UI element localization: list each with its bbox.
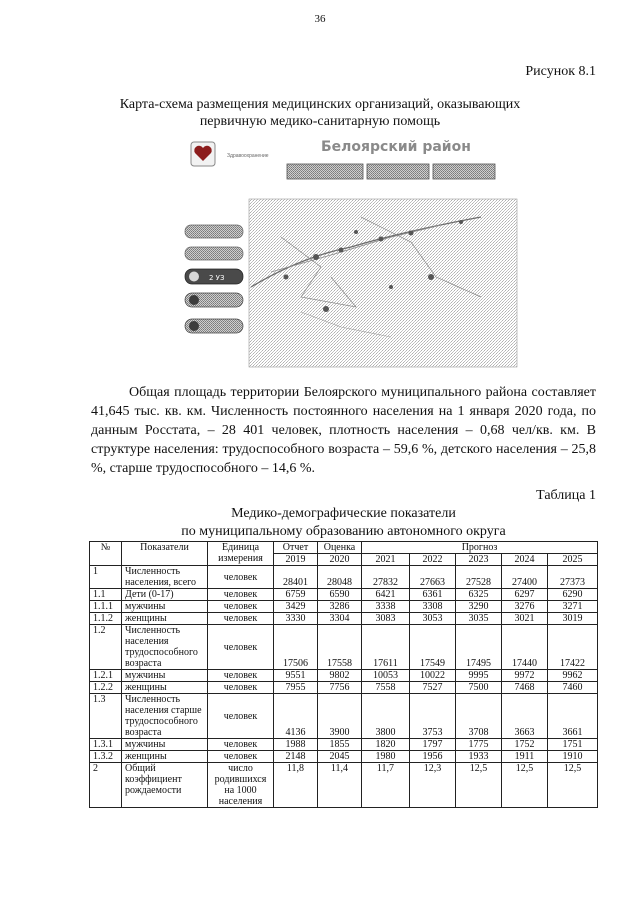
row-value: 3800 bbox=[362, 694, 410, 739]
figure-title-line-2: первичную медико-санитарную помощь bbox=[199, 114, 441, 129]
row-value: 17549 bbox=[410, 625, 456, 670]
map-side-button-5[interactable] bbox=[185, 319, 243, 333]
row-value: 2045 bbox=[318, 751, 362, 763]
row-value: 28048 bbox=[318, 566, 362, 589]
table-row bbox=[90, 625, 598, 670]
map-area bbox=[249, 199, 517, 367]
row-value: 7558 bbox=[362, 682, 410, 694]
map-side-buttons bbox=[185, 225, 243, 333]
row-value: 11,4 bbox=[318, 763, 362, 808]
row-value: 1820 bbox=[362, 739, 410, 751]
row-num: 2 bbox=[90, 763, 122, 808]
map-side-button-2[interactable] bbox=[185, 247, 243, 260]
table-title-line-2: по муниципальному образованию автономного округа bbox=[181, 524, 506, 539]
row-value: 1910 bbox=[548, 751, 598, 763]
row-num: 1 bbox=[90, 566, 122, 589]
row-value: 7468 bbox=[502, 682, 548, 694]
demographics-table bbox=[89, 541, 598, 808]
row-value: 1956 bbox=[410, 751, 456, 763]
row-indicator: мужчины bbox=[122, 601, 208, 613]
header-year: 2020 bbox=[318, 554, 362, 566]
row-indicator: Дети (0-17) bbox=[122, 589, 208, 601]
row-value: 9962 bbox=[548, 670, 598, 682]
row-value: 3021 bbox=[502, 613, 548, 625]
map-side-button-1[interactable] bbox=[185, 225, 243, 238]
row-value: 3271 bbox=[548, 601, 598, 613]
row-value: 1752 bbox=[502, 739, 548, 751]
row-value: 27373 bbox=[548, 566, 598, 589]
table-row bbox=[90, 589, 598, 601]
map-side-button-4[interactable] bbox=[185, 293, 243, 307]
page-number: 36 bbox=[314, 13, 326, 25]
map-button-badge: 2 УЗ bbox=[209, 274, 225, 282]
row-value: 17495 bbox=[456, 625, 502, 670]
figure-title-line-1: Карта-схема размещения медицинских организаций, оказывающих bbox=[119, 97, 521, 112]
row-value: 7756 bbox=[318, 682, 362, 694]
row-value: 3330 bbox=[274, 613, 318, 625]
table-title-line-1: Медико-демографические показатели bbox=[231, 506, 456, 521]
row-num: 1.1 bbox=[90, 589, 122, 601]
row-num: 1.3.1 bbox=[90, 739, 122, 751]
row-indicator: женщины bbox=[122, 682, 208, 694]
row-value: 1855 bbox=[318, 739, 362, 751]
row-value: 6590 bbox=[318, 589, 362, 601]
row-value: 3308 bbox=[410, 601, 456, 613]
row-value: 12,3 bbox=[410, 763, 456, 808]
row-value: 4136 bbox=[274, 694, 318, 739]
row-value: 17422 bbox=[548, 625, 598, 670]
row-value: 6361 bbox=[410, 589, 456, 601]
row-value: 9802 bbox=[318, 670, 362, 682]
row-value: 28401 bbox=[274, 566, 318, 589]
row-value: 1911 bbox=[502, 751, 548, 763]
map-side-button-3[interactable] bbox=[185, 269, 243, 284]
row-unit: человек bbox=[208, 751, 274, 763]
row-unit: человек bbox=[208, 613, 274, 625]
row-num: 1.2 bbox=[90, 625, 122, 670]
table-label: Таблица 1 bbox=[536, 488, 596, 503]
row-indicator: женщины bbox=[122, 751, 208, 763]
row-value: 6325 bbox=[456, 589, 502, 601]
logo-text: Здравоохранение bbox=[227, 153, 269, 159]
row-indicator: Численность населения, всего bbox=[122, 566, 208, 589]
header-year: 2019 bbox=[274, 554, 318, 566]
header-indicator: Показатели bbox=[122, 542, 208, 566]
row-indicator: Численность населения старше трудоспособного возраста bbox=[122, 694, 208, 739]
row-value: 7955 bbox=[274, 682, 318, 694]
row-value: 1797 bbox=[410, 739, 456, 751]
header-unit: Единица измерения bbox=[208, 542, 274, 566]
row-value: 27663 bbox=[410, 566, 456, 589]
header-year: 2024 bbox=[502, 554, 548, 566]
map-schema-image bbox=[181, 137, 521, 372]
header-year: 2021 bbox=[362, 554, 410, 566]
row-value: 27832 bbox=[362, 566, 410, 589]
table-row bbox=[90, 694, 598, 739]
row-value: 17558 bbox=[318, 625, 362, 670]
row-value: 1988 bbox=[274, 739, 318, 751]
row-value: 17611 bbox=[362, 625, 410, 670]
row-value: 3753 bbox=[410, 694, 456, 739]
table-row bbox=[90, 601, 598, 613]
row-value: 9972 bbox=[502, 670, 548, 682]
row-value: 3035 bbox=[456, 613, 502, 625]
header-estimate: Оценка bbox=[318, 542, 362, 554]
row-unit: человек bbox=[208, 694, 274, 739]
table-row bbox=[90, 751, 598, 763]
table-row bbox=[90, 739, 598, 751]
row-value: 11,7 bbox=[362, 763, 410, 808]
row-value: 3290 bbox=[456, 601, 502, 613]
row-unit: человек bbox=[208, 625, 274, 670]
row-unit: число родившихся на 1000 населения bbox=[208, 763, 274, 808]
row-num: 1.3.2 bbox=[90, 751, 122, 763]
row-indicator: женщины bbox=[122, 613, 208, 625]
map-nav-button-3[interactable] bbox=[433, 164, 495, 179]
row-value: 3663 bbox=[502, 694, 548, 739]
row-value: 3429 bbox=[274, 601, 318, 613]
row-value: 27528 bbox=[456, 566, 502, 589]
row-indicator: мужчины bbox=[122, 739, 208, 751]
row-num: 1.3 bbox=[90, 694, 122, 739]
row-value: 6759 bbox=[274, 589, 318, 601]
row-value: 9995 bbox=[456, 670, 502, 682]
row-value: 1980 bbox=[362, 751, 410, 763]
row-value: 3286 bbox=[318, 601, 362, 613]
region-title: Белоярский район bbox=[321, 139, 471, 155]
body-paragraph: Общая площадь территории Белоярского муниципального района составляет 41,645 тыс. кв. км. Численность постоянного населения на 1 января 2020 года, по данным Росстата, – 28 401 человек, плотность населения – 0,68 чел/кв. км. В структуре населения: трудоспособного возраста – 59,6 %, детского населения – 25,8 %, старше трудоспособного – 14,6 %. bbox=[91, 385, 596, 476]
row-value: 6290 bbox=[548, 589, 598, 601]
row-num: 1.2.2 bbox=[90, 682, 122, 694]
row-value: 3053 bbox=[410, 613, 456, 625]
row-indicator: Численность населения трудоспособного возраста bbox=[122, 625, 208, 670]
map-nav-button-2[interactable] bbox=[367, 164, 429, 179]
header-forecast: Прогноз bbox=[362, 542, 598, 554]
row-unit: человек bbox=[208, 566, 274, 589]
table-title bbox=[91, 505, 596, 541]
row-value: 1775 bbox=[456, 739, 502, 751]
row-unit: человек bbox=[208, 589, 274, 601]
row-value: 6421 bbox=[362, 589, 410, 601]
logo-block bbox=[191, 142, 269, 166]
row-value: 17506 bbox=[274, 625, 318, 670]
row-value: 7460 bbox=[548, 682, 598, 694]
header-year: 2025 bbox=[548, 554, 598, 566]
row-value: 1751 bbox=[548, 739, 598, 751]
table-row bbox=[90, 682, 598, 694]
table-row bbox=[90, 566, 598, 589]
row-value: 3019 bbox=[548, 613, 598, 625]
header-num: № bbox=[90, 542, 122, 566]
row-indicator: Общий коэффициент рождаемости bbox=[122, 763, 208, 808]
row-indicator: мужчины bbox=[122, 670, 208, 682]
row-num: 1.1.1 bbox=[90, 601, 122, 613]
header-report: Отчет bbox=[274, 542, 318, 554]
row-value: 3708 bbox=[456, 694, 502, 739]
row-value: 12,5 bbox=[502, 763, 548, 808]
row-value: 3276 bbox=[502, 601, 548, 613]
map-nav-button-1[interactable] bbox=[287, 164, 363, 179]
row-num: 1.1.2 bbox=[90, 613, 122, 625]
row-value: 6297 bbox=[502, 589, 548, 601]
row-value: 7500 bbox=[456, 682, 502, 694]
row-value: 11,8 bbox=[274, 763, 318, 808]
figure-label: Рисунок 8.1 bbox=[525, 64, 596, 79]
table-row bbox=[90, 613, 598, 625]
row-value: 27400 bbox=[502, 566, 548, 589]
row-value: 2148 bbox=[274, 751, 318, 763]
figure-title bbox=[60, 96, 580, 130]
row-num: 1.2.1 bbox=[90, 670, 122, 682]
table-row bbox=[90, 670, 598, 682]
row-value: 3304 bbox=[318, 613, 362, 625]
row-unit: человек bbox=[208, 682, 274, 694]
row-unit: человек bbox=[208, 739, 274, 751]
row-value: 1933 bbox=[456, 751, 502, 763]
row-unit: человек bbox=[208, 670, 274, 682]
row-value: 3338 bbox=[362, 601, 410, 613]
row-value: 7527 bbox=[410, 682, 456, 694]
row-value: 10053 bbox=[362, 670, 410, 682]
header-year: 2022 bbox=[410, 554, 456, 566]
row-value: 12,5 bbox=[456, 763, 502, 808]
row-unit: человек bbox=[208, 601, 274, 613]
row-value: 12,5 bbox=[548, 763, 598, 808]
row-value: 3661 bbox=[548, 694, 598, 739]
row-value: 3900 bbox=[318, 694, 362, 739]
row-value: 17440 bbox=[502, 625, 548, 670]
row-value: 9551 bbox=[274, 670, 318, 682]
row-value: 3083 bbox=[362, 613, 410, 625]
header-year: 2023 bbox=[456, 554, 502, 566]
table-row bbox=[90, 763, 598, 808]
row-value: 10022 bbox=[410, 670, 456, 682]
table-header-row-1 bbox=[90, 542, 598, 554]
